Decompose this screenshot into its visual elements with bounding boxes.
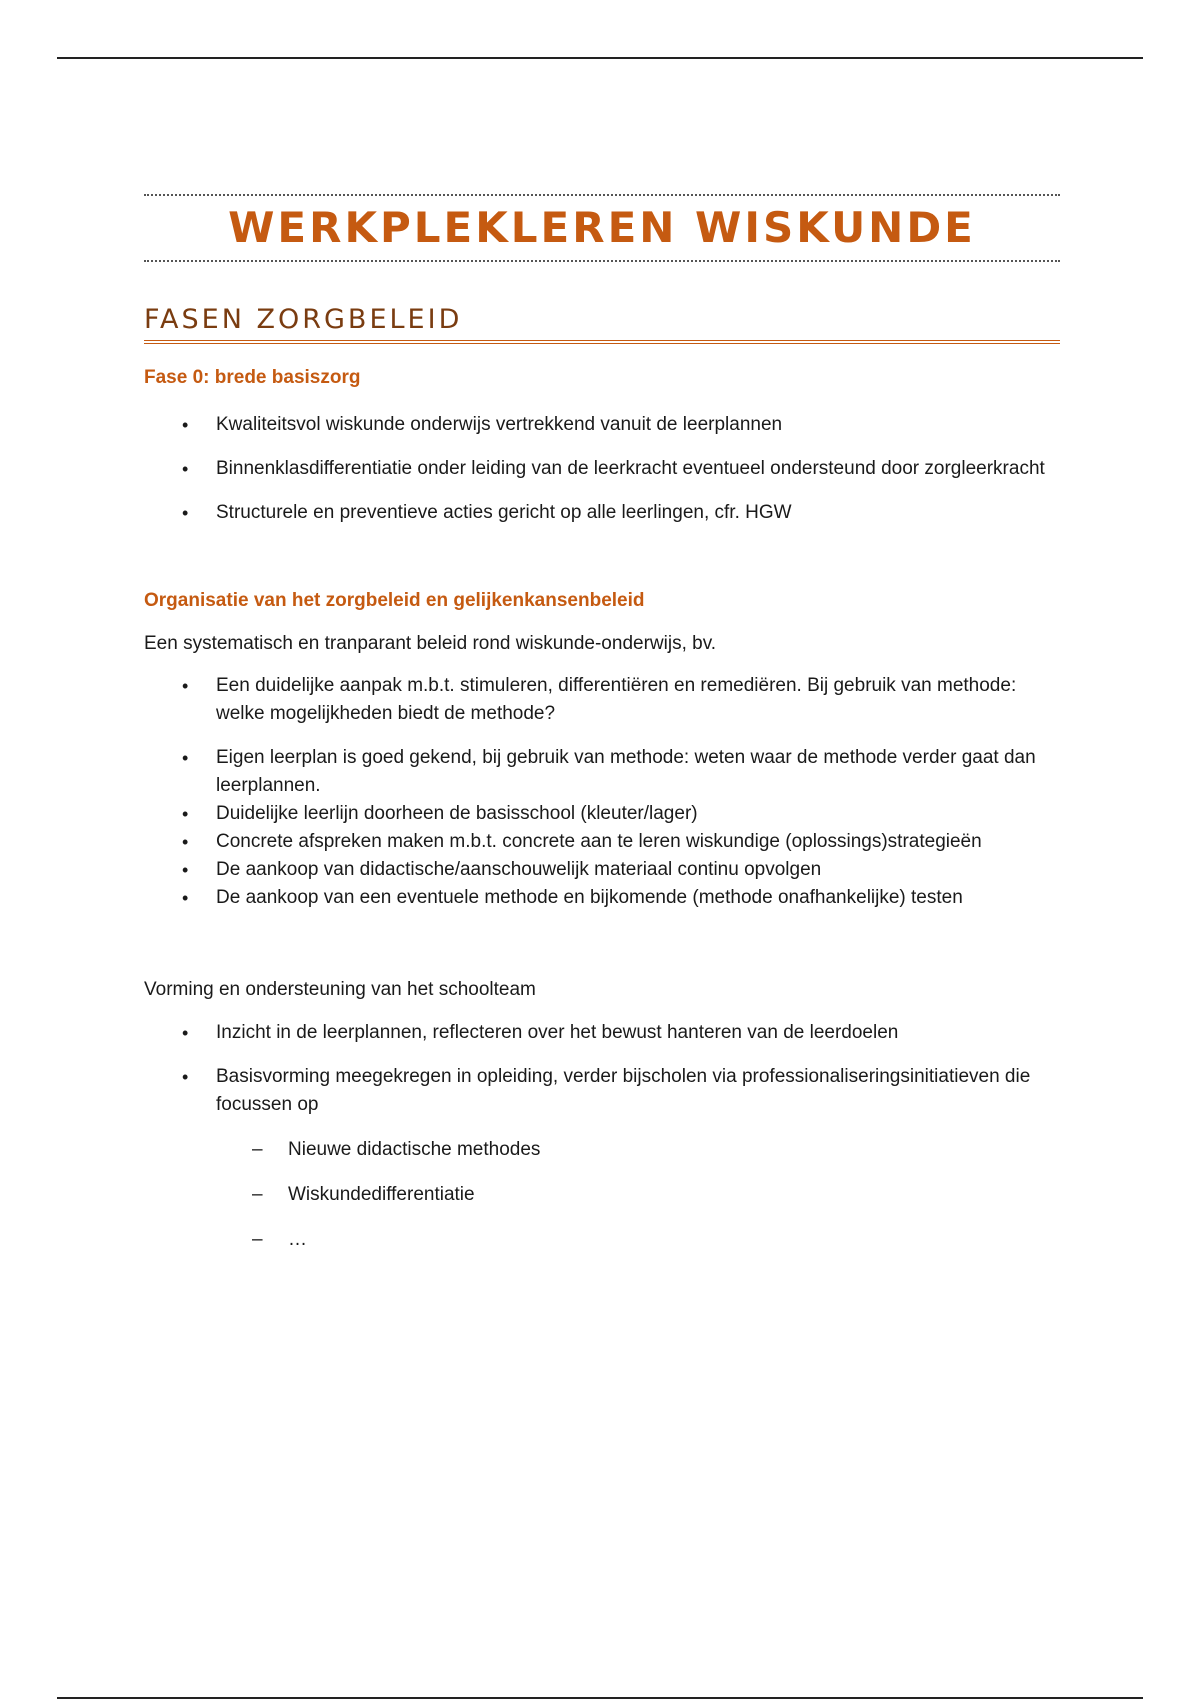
organisatie-list: [144, 672, 1060, 912]
list-item: • De aankoop van didactische/aanschouwelijk materiaal continu opvolgen: [144, 856, 1060, 884]
list-item: • Kwaliteitsvol wiskunde onderwijs vertrekkend vanuit de leerplannen: [144, 411, 1060, 439]
sub-list-item: – …: [144, 1226, 1060, 1254]
title-box: [144, 194, 1060, 262]
list-item: • Binnenklasdifferentiatie onder leiding van de leerkracht eventueel ondersteund door zorgleerkracht: [144, 455, 1060, 483]
vorming-sublist: [144, 1136, 1060, 1254]
page-bottom-rule: [57, 1697, 1143, 1699]
organisatie-heading: Organisatie van het zorgbeleid en gelijkenkansenbeleid: [144, 590, 645, 612]
fase0-list: [144, 411, 1060, 527]
list-item: • Basisvorming meegekregen in opleiding, verder bijscholen via professionaliseringsinitiatieven die focussen op: [144, 1063, 1060, 1119]
list-item: • Concrete afspreken maken m.b.t. concrete aan te leren wiskundige (oplossings)strategieën: [144, 828, 1060, 856]
document-title: WERKPLEKLEREN WISKUNDE: [228, 203, 976, 252]
list-item: • De aankoop van een eventuele methode en bijkomende (methode onafhankelijke) testen: [144, 884, 1060, 912]
sub-list-item: – Nieuwe didactische methodes: [144, 1136, 1060, 1164]
section-heading: FASEN ZORGBELEID: [144, 304, 1060, 344]
fase0-heading: Fase 0: brede basiszorg: [144, 367, 361, 389]
list-item: • Duidelijke leerlijn doorheen de basisschool (kleuter/lager): [144, 800, 1060, 828]
organisatie-intro: Een systematisch en tranparant beleid rond wiskunde-onderwijs, bv.: [144, 632, 717, 654]
sub-list-item: – Wiskundedifferentiatie: [144, 1181, 1060, 1209]
page-top-rule: [57, 57, 1143, 59]
vorming-intro: Vorming en ondersteuning van het schoolteam: [144, 979, 536, 1001]
list-item: • Structurele en preventieve acties gericht op alle leerlingen, cfr. HGW: [144, 499, 1060, 527]
vorming-list: [144, 1019, 1060, 1119]
list-item: • Inzicht in de leerplannen, reflecteren over het bewust hanteren van de leerdoelen: [144, 1019, 1060, 1047]
document-body: [144, 194, 1060, 1254]
list-item: • Een duidelijke aanpak m.b.t. stimuleren, differentiëren en remediëren. Bij gebruik van methode: welke mogelijkheden biedt de methode?: [144, 672, 1060, 728]
list-item: • Eigen leerplan is goed gekend, bij gebruik van methode: weten waar de methode verder gaat dan leerplannen.: [144, 744, 1060, 800]
